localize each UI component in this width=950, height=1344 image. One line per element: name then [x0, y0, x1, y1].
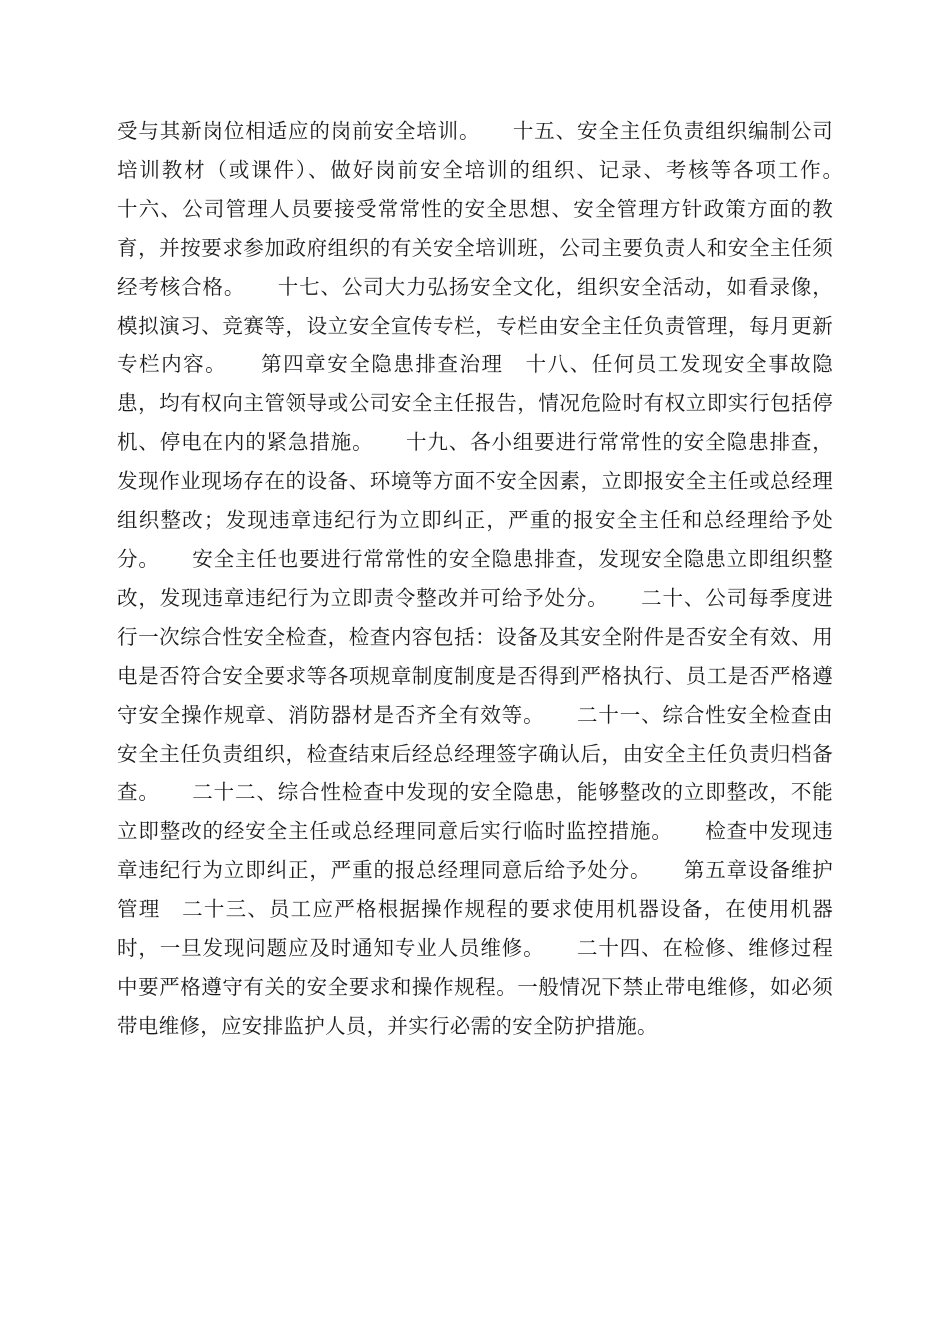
body-paragraph: 受与其新岗位相适应的岗前安全培训。 十五、安全主任负责组织编制公司培训教材（或课件）、做好岗前安全培训的组织、记录、考核等各项工作。 十六、公司管理人员要接受常常性的安全思想、安全管理方针政策方面的教育，并按要求参加政府组织的有关安全培训班，公司主要负责人和安全主任须经考核合格。 十七、公司大力弘扬安全文化，组织安全活动，如看录像，模拟演习、竞赛等，设立安全宣传专栏，专栏由安全主任负责管理，每月更新专栏内容。 第四章安全隐患排查治理 十八、任何员工发现安全事故隐患，均有权向主管领导或公司安全主任报告，情况危险时有权立即实行包括停机、停电在内的紧急措施。 十九、各小组要进行常常性的安全隐患排查，发现作业现场存在的设备、环境等方面不安全因素，立即报安全主任或总经理组织整改；发现违章违纪行为立即纠正，严重的报安全主任和总经理给予处分。 安全主任也要进行常常性的安全隐患排查，发现安全隐患立即组织整改，发现违章违纪行为立即责令整改并可给予处分。 二十、公司每季度进行一次综合性安全检查，检查内容包括：设备及其安全附件是否安全有效、用电是否符合安全要求等各项规章制度制度是否得到严格执行、员工是否严格遵守安全操作规章、消防器材是否齐全有效等。 二十一、综合性安全检查由安全主任负责组织，检查结束后经总经理签字确认后，由安全主任负责归档备查。 二十二、综合性检查中发现的安全隐患，能够整改的立即整改，不能立即整改的经安全主任或总经理同意后实行临时监控措施。 检查中发现违章违纪行为立即纠正，严重的报总经理同意后给予处分。 第五章设备维护管理 二十三、员工应严格根据操作规程的要求使用机器设备，在使用机器时，一旦发现问题应及时通知专业人员维修。 二十四、在检修、维修过程中要严格遵守有关的安全要求和操作规程。一般情况下禁止带电维修，如必须带电维修，应安排监护人员，并实行必需的安全防护措施。: [117, 119, 875, 1038]
